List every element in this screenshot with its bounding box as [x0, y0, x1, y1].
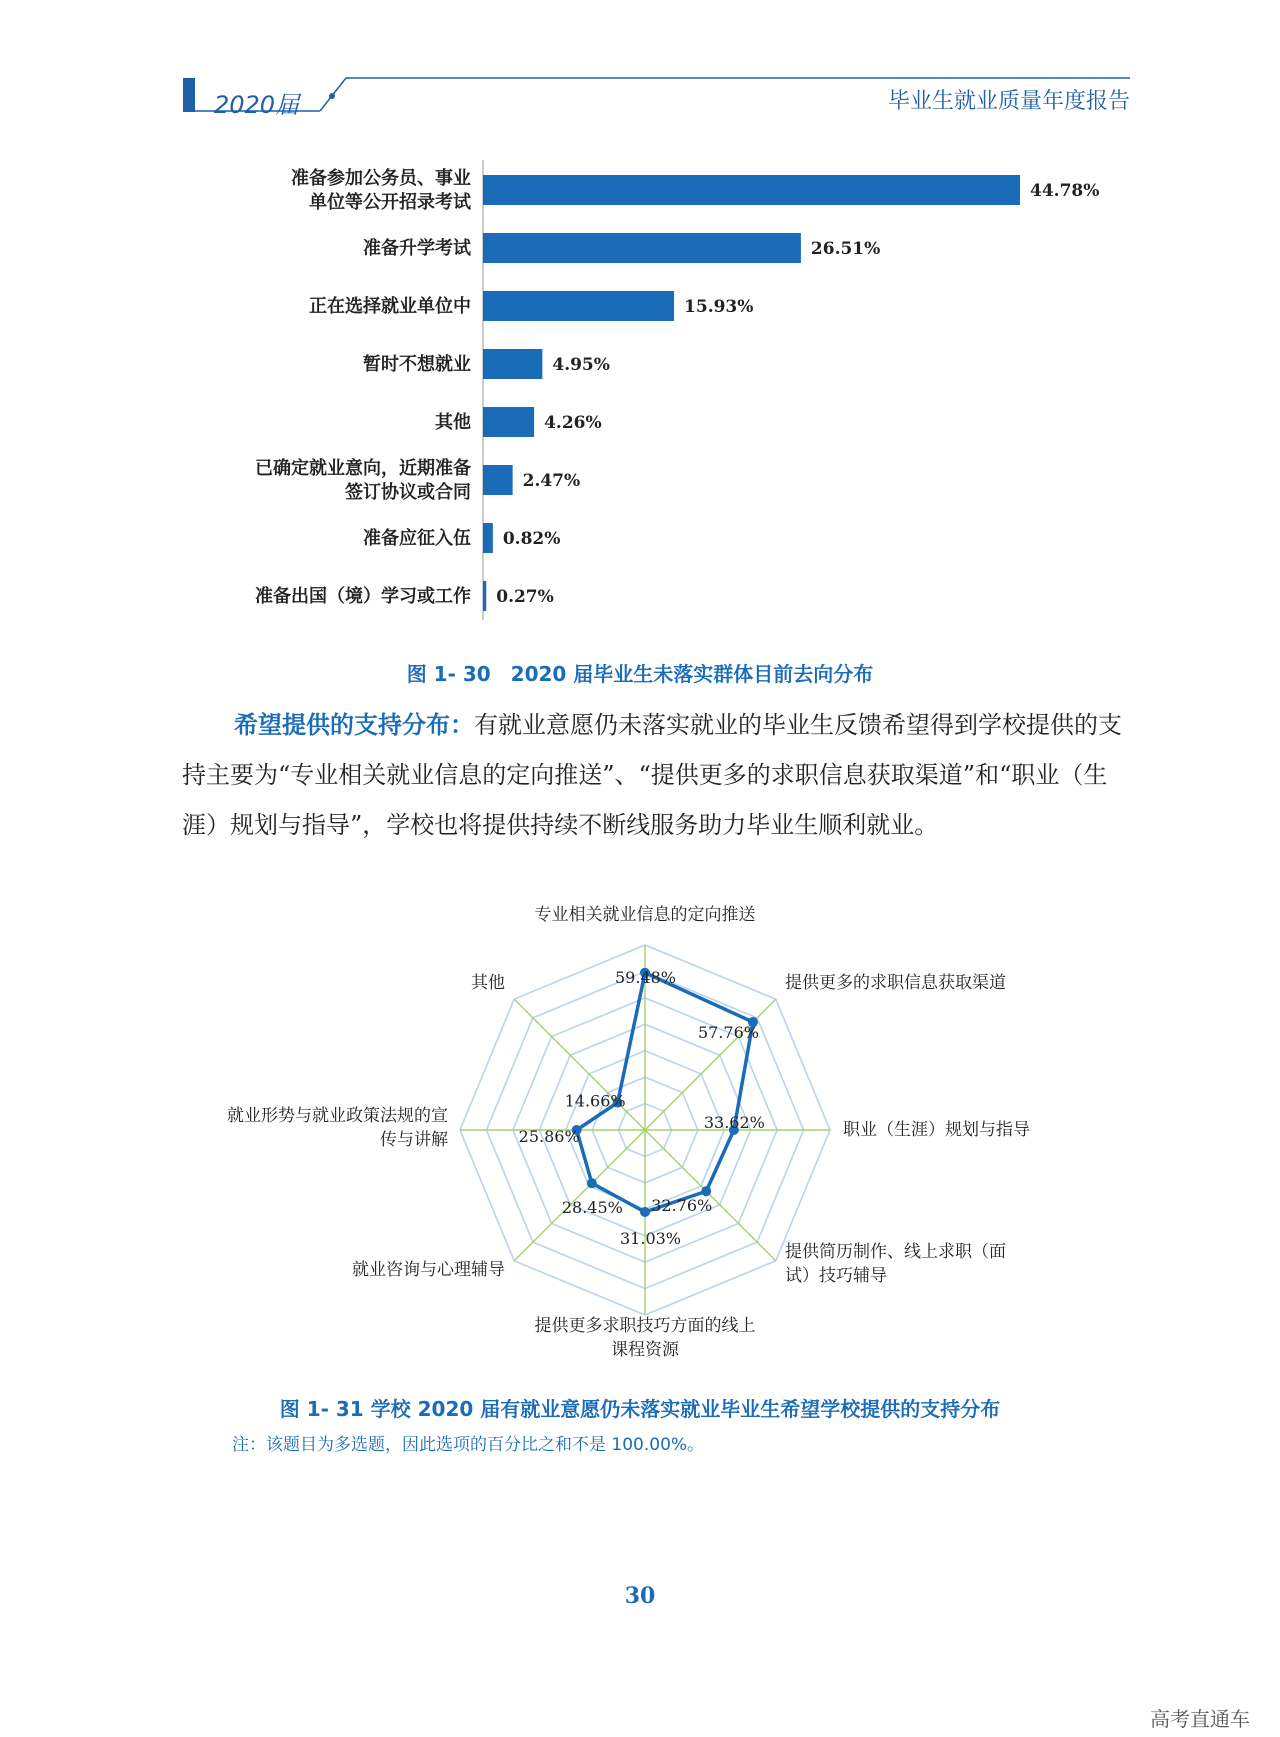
bar-4 — [483, 407, 534, 437]
figure2-caption: 图 1- 31 学校 2020 届有就业意愿仍未落实就业毕业生希望学校提供的支持分布 — [279, 1397, 1001, 1421]
bar-category-label-4-0: 其他 — [435, 412, 471, 433]
radar-value-label-3: 32.76% — [651, 1196, 713, 1216]
radar-axis-label-5-0: 就业咨询与心理辅导 — [352, 1260, 505, 1280]
paragraph-body: 有就业意愿仍未落实就业的毕业生反馈希望得到学校提供的支持主要为“专业相关就业信息的定向推送”、“提供更多的求职信息获取渠道”和“职业（生涯）规划与指导”，学校也将提供持续不断线服务助力毕业生顺利就业。 — [182, 711, 1122, 839]
bar-category-label-5-0: 已确定就业意向，近期准备 — [255, 458, 471, 479]
radar-axis-label-7-0: 其他 — [471, 973, 505, 993]
bar-category-label-0-1: 单位等公开招录考试 — [309, 192, 471, 213]
bar-6 — [483, 523, 493, 553]
paragraph-lead: 希望提供的支持分布： — [234, 711, 474, 739]
watermark: 高考直通车 — [1150, 1707, 1250, 1731]
radar-axis-label-3-0: 提供简历制作、线上求职（面 — [785, 1242, 1006, 1262]
footnote: 注：该题目为多选题，因此选项的百分比之和不是 100.00%。 — [232, 1435, 705, 1455]
header-report-title: 毕业生就业质量年度报告 — [887, 89, 1130, 114]
radar-value-label-6: 25.86% — [518, 1127, 580, 1146]
page-number: 30 — [624, 1583, 656, 1609]
bar-category-label-5-1: 签订协议或合同 — [345, 482, 471, 503]
radar-axis-label-3-1: 试）技巧辅导 — [785, 1266, 887, 1286]
radar-value-label-0: 59.48% — [615, 967, 677, 987]
bar-value-label-6: 0.82% — [502, 529, 561, 549]
radar-value-label-5: 28.45% — [561, 1198, 623, 1218]
radar-axis-label-6-0: 就业形势与就业政策法规的宣 — [227, 1106, 448, 1126]
bar-category-label-7-0: 准备出国（境）学习或工作 — [255, 586, 471, 607]
radar-axis-label-0-0: 专业相关就业信息的定向推送 — [534, 905, 756, 925]
radar-value-label-7: 14.66% — [564, 1091, 626, 1111]
figure1-caption: 图 1- 30 2020 届毕业生未落实群体目前去向分布 — [406, 662, 874, 686]
bar-category-label-6-0: 准备应征入伍 — [363, 528, 471, 549]
radar-axis-label-4-1: 课程资源 — [611, 1340, 679, 1360]
radar-value-label-2: 33.62% — [703, 1113, 765, 1132]
radar-point-5 — [587, 1178, 597, 1188]
bar-category-label-3-0: 暂时不想就业 — [363, 354, 471, 375]
page-header — [0, 0, 1280, 130]
header-year: 2020届 — [214, 91, 300, 119]
header-dot — [329, 93, 335, 99]
bar-2 — [483, 291, 674, 321]
radar-axis-label-2-0: 职业（生涯）规划与指导 — [843, 1120, 1030, 1140]
bar-value-label-2: 15.93% — [684, 297, 754, 317]
header-accent-block — [183, 78, 195, 112]
radar-point-3 — [701, 1186, 711, 1196]
bar-value-label-0: 44.78% — [1030, 181, 1100, 201]
radar-axis-label-6-1: 传与讲解 — [380, 1130, 448, 1150]
bar-5 — [483, 465, 513, 495]
radar-axis-label-4-0: 提供更多求职技巧方面的线上 — [534, 1316, 756, 1336]
radar-axis-label-1-0: 提供更多的求职信息获取渠道 — [785, 973, 1006, 993]
bar-chart — [0, 150, 1280, 630]
bar-value-label-3: 4.95% — [552, 355, 610, 375]
radar-point-4 — [640, 1207, 650, 1217]
bar-value-label-5: 2.47% — [522, 471, 581, 491]
bar-0 — [483, 175, 1020, 205]
bar-value-label-1: 26.51% — [810, 239, 881, 259]
bar-value-label-4: 4.26% — [544, 413, 602, 433]
support-paragraph — [182, 700, 1132, 850]
bar-1 — [483, 233, 801, 263]
bar-value-label-7: 0.27% — [496, 587, 554, 607]
radar-value-label-1: 57.76% — [697, 1023, 759, 1043]
radar-chart — [0, 895, 1280, 1375]
radar-value-label-4: 31.03% — [620, 1229, 682, 1249]
bar-category-label-1-0: 准备升学考试 — [363, 238, 471, 259]
bar-category-label-0-0: 准备参加公务员、事业 — [291, 168, 471, 189]
bar-7 — [483, 581, 486, 611]
bar-category-label-2-0: 正在选择就业单位中 — [309, 296, 471, 317]
bar-3 — [483, 349, 542, 379]
